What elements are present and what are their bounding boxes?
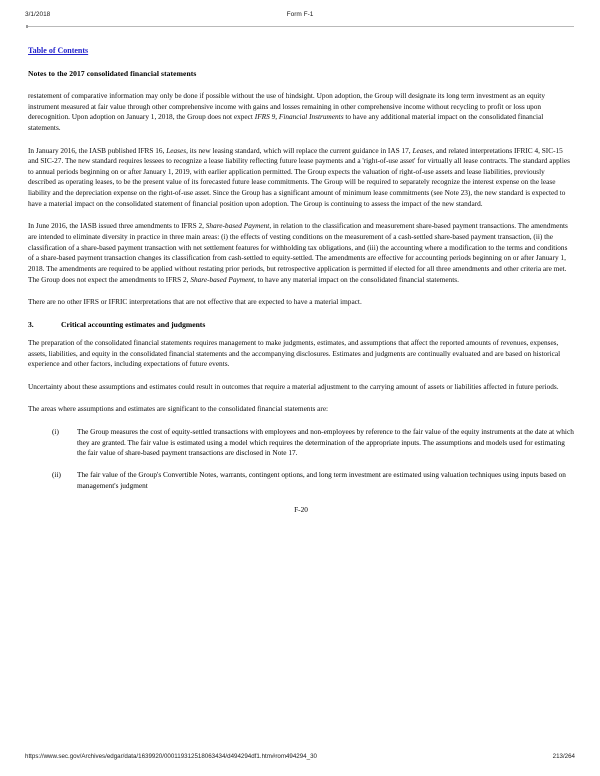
- paragraph: restatement of comparative information may only be done if possible without the use of hindsight. Upon adoption, the Group will designate its long term investment as an equity instrument measured at fair value through other comprehensive income with gains and losses remaining in other comprehensive income without recycling to profit or loss upon derecognition. Upon adoption on January 1, 2018, the Group does not expect IFRS 9, Financial Instruments to have any additional material impact on the consolidated financial statements.: [28, 91, 545, 132]
- print-header-date: 3/1/2018: [25, 10, 51, 18]
- list-item-marker: (i): [52, 427, 59, 437]
- critical-estimates-list: [28, 427, 574, 491]
- paragraph: In January 2016, the IASB published IFRS 16, Leases, its new leasing standard, which will replace the current guidance in IAS 17, Leases, and related interpretations IFRIC 4, SIC-15 and SIC-27. The new standard requires lessees to recognize a lease liability reflecting future lease payments and a 'right-of-use asset' for virtually all lease contracts. The standard applies to annual periods beginning on or after January 1, 2019, with earlier application permitted. The Group expects the valuation of right-of-use assets and lease liabilities, previously described as operating leases, to be the present value of its forecasted future lease commitments. The Group will be required to separately recognize the interest expense on the lease liability and the depreciation expense on the right-of-use asset. Since the Group has a significant amount of minimum lease commitments (see Note 23), the new standard is expected to have a material impact on the consolidated statement of financial position upon adoption. The Group is continuing to assess the impact of the new standard.: [28, 145, 570, 208]
- browser-print-header: [25, 8, 575, 20]
- list-item-text: The Group measures the cost of equity-settled transactions with employees and non-employees by reference to the fair value of the equity instruments at the date at which they are granted. The fair value is estimated using a model which requires the determination of the appropriate inputs. The assumptions and models used for estimating the fair value of share-based payment transactions are disclosed in Note 17.: [77, 427, 574, 458]
- list-item-text: The fair value of the Group's Convertible Notes, warrants, contingent options, and long term investment are estimated using valuation techniques using inputs based on management's judgment: [77, 470, 566, 490]
- paragraph: The preparation of the consolidated financial statements requires management to make judgments, estimates, and assumptions that affect the reported amounts of revenues, expenses, assets, liabilities, and equity in the consolidated financial statements and the accompanying disclosures. Estimates and judgments are continually evaluated and are based on historical experience and other factors, including expectations of future events.: [28, 337, 561, 369]
- notes-paragraphs: [28, 91, 574, 308]
- paragraph: The areas where assumptions and estimates are significant to the consolidated financial statements are:: [28, 404, 329, 414]
- browser-print-footer: [25, 750, 575, 762]
- page-folio: F-20: [294, 505, 308, 515]
- list-item: [28, 470, 574, 491]
- section-paragraphs: [28, 338, 574, 415]
- paragraph: Uncertainty about these assumptions and estimates could result in outcomes that require a material adjustment to the carrying amount of assets or liabilities affected in future periods.: [28, 381, 559, 391]
- print-footer-url: https://www.sec.gov/Archives/edgar/data/1639920/000119312518063434/d494294df1.htm#rom494294_30: [25, 752, 317, 760]
- paragraph: In June 2016, the IASB issued three amendments to IFRS 2, Share-based Payment, in relation to the classification and measurement share-based payment transactions. The amendments are intended to eliminate diversity in practice in three main areas: (i) the effects of vesting conditions on the measurement of a cash-settled share-based payment transaction, (ii) the classification of a share-based payment transaction with net settlement features for withholding tax obligations, and (iii) the accounting where a modification to the terms and conditions of a share-based payment transaction changes its classification from cash-settled to equity-settled. The amendments are effective for accounting periods beginning on or after January 1, 2018. The amendments are required to be applied without restating prior periods, but retrospective application is permitted if elected for all three amendments and other criteria are met. The Group does not expect the amendments to IFRS 2, Share-based Payment, to have any material impact on the consolidated financial statements.: [28, 221, 568, 284]
- print-footer-page-indicator: 213/264: [552, 752, 575, 760]
- paragraph: There are no other IFRS or IFRIC interpretations that are not effective that are expected to have a material impact.: [28, 297, 362, 307]
- list-item-marker: (ii): [52, 470, 61, 480]
- print-header-title: Form F-1: [286, 10, 314, 18]
- page-title: Notes to the 2017 consolidated financial statements: [28, 69, 197, 78]
- section-heading: [28, 320, 574, 329]
- table-of-contents-link[interactable]: Table of Contents: [28, 46, 89, 55]
- header-divider: [26, 26, 574, 27]
- section-number: 3.: [28, 319, 34, 329]
- header-divider-tick: [26, 25, 28, 28]
- list-item: [28, 427, 574, 459]
- section-title: Critical accounting estimates and judgments: [61, 319, 206, 329]
- document-page: [28, 40, 574, 514]
